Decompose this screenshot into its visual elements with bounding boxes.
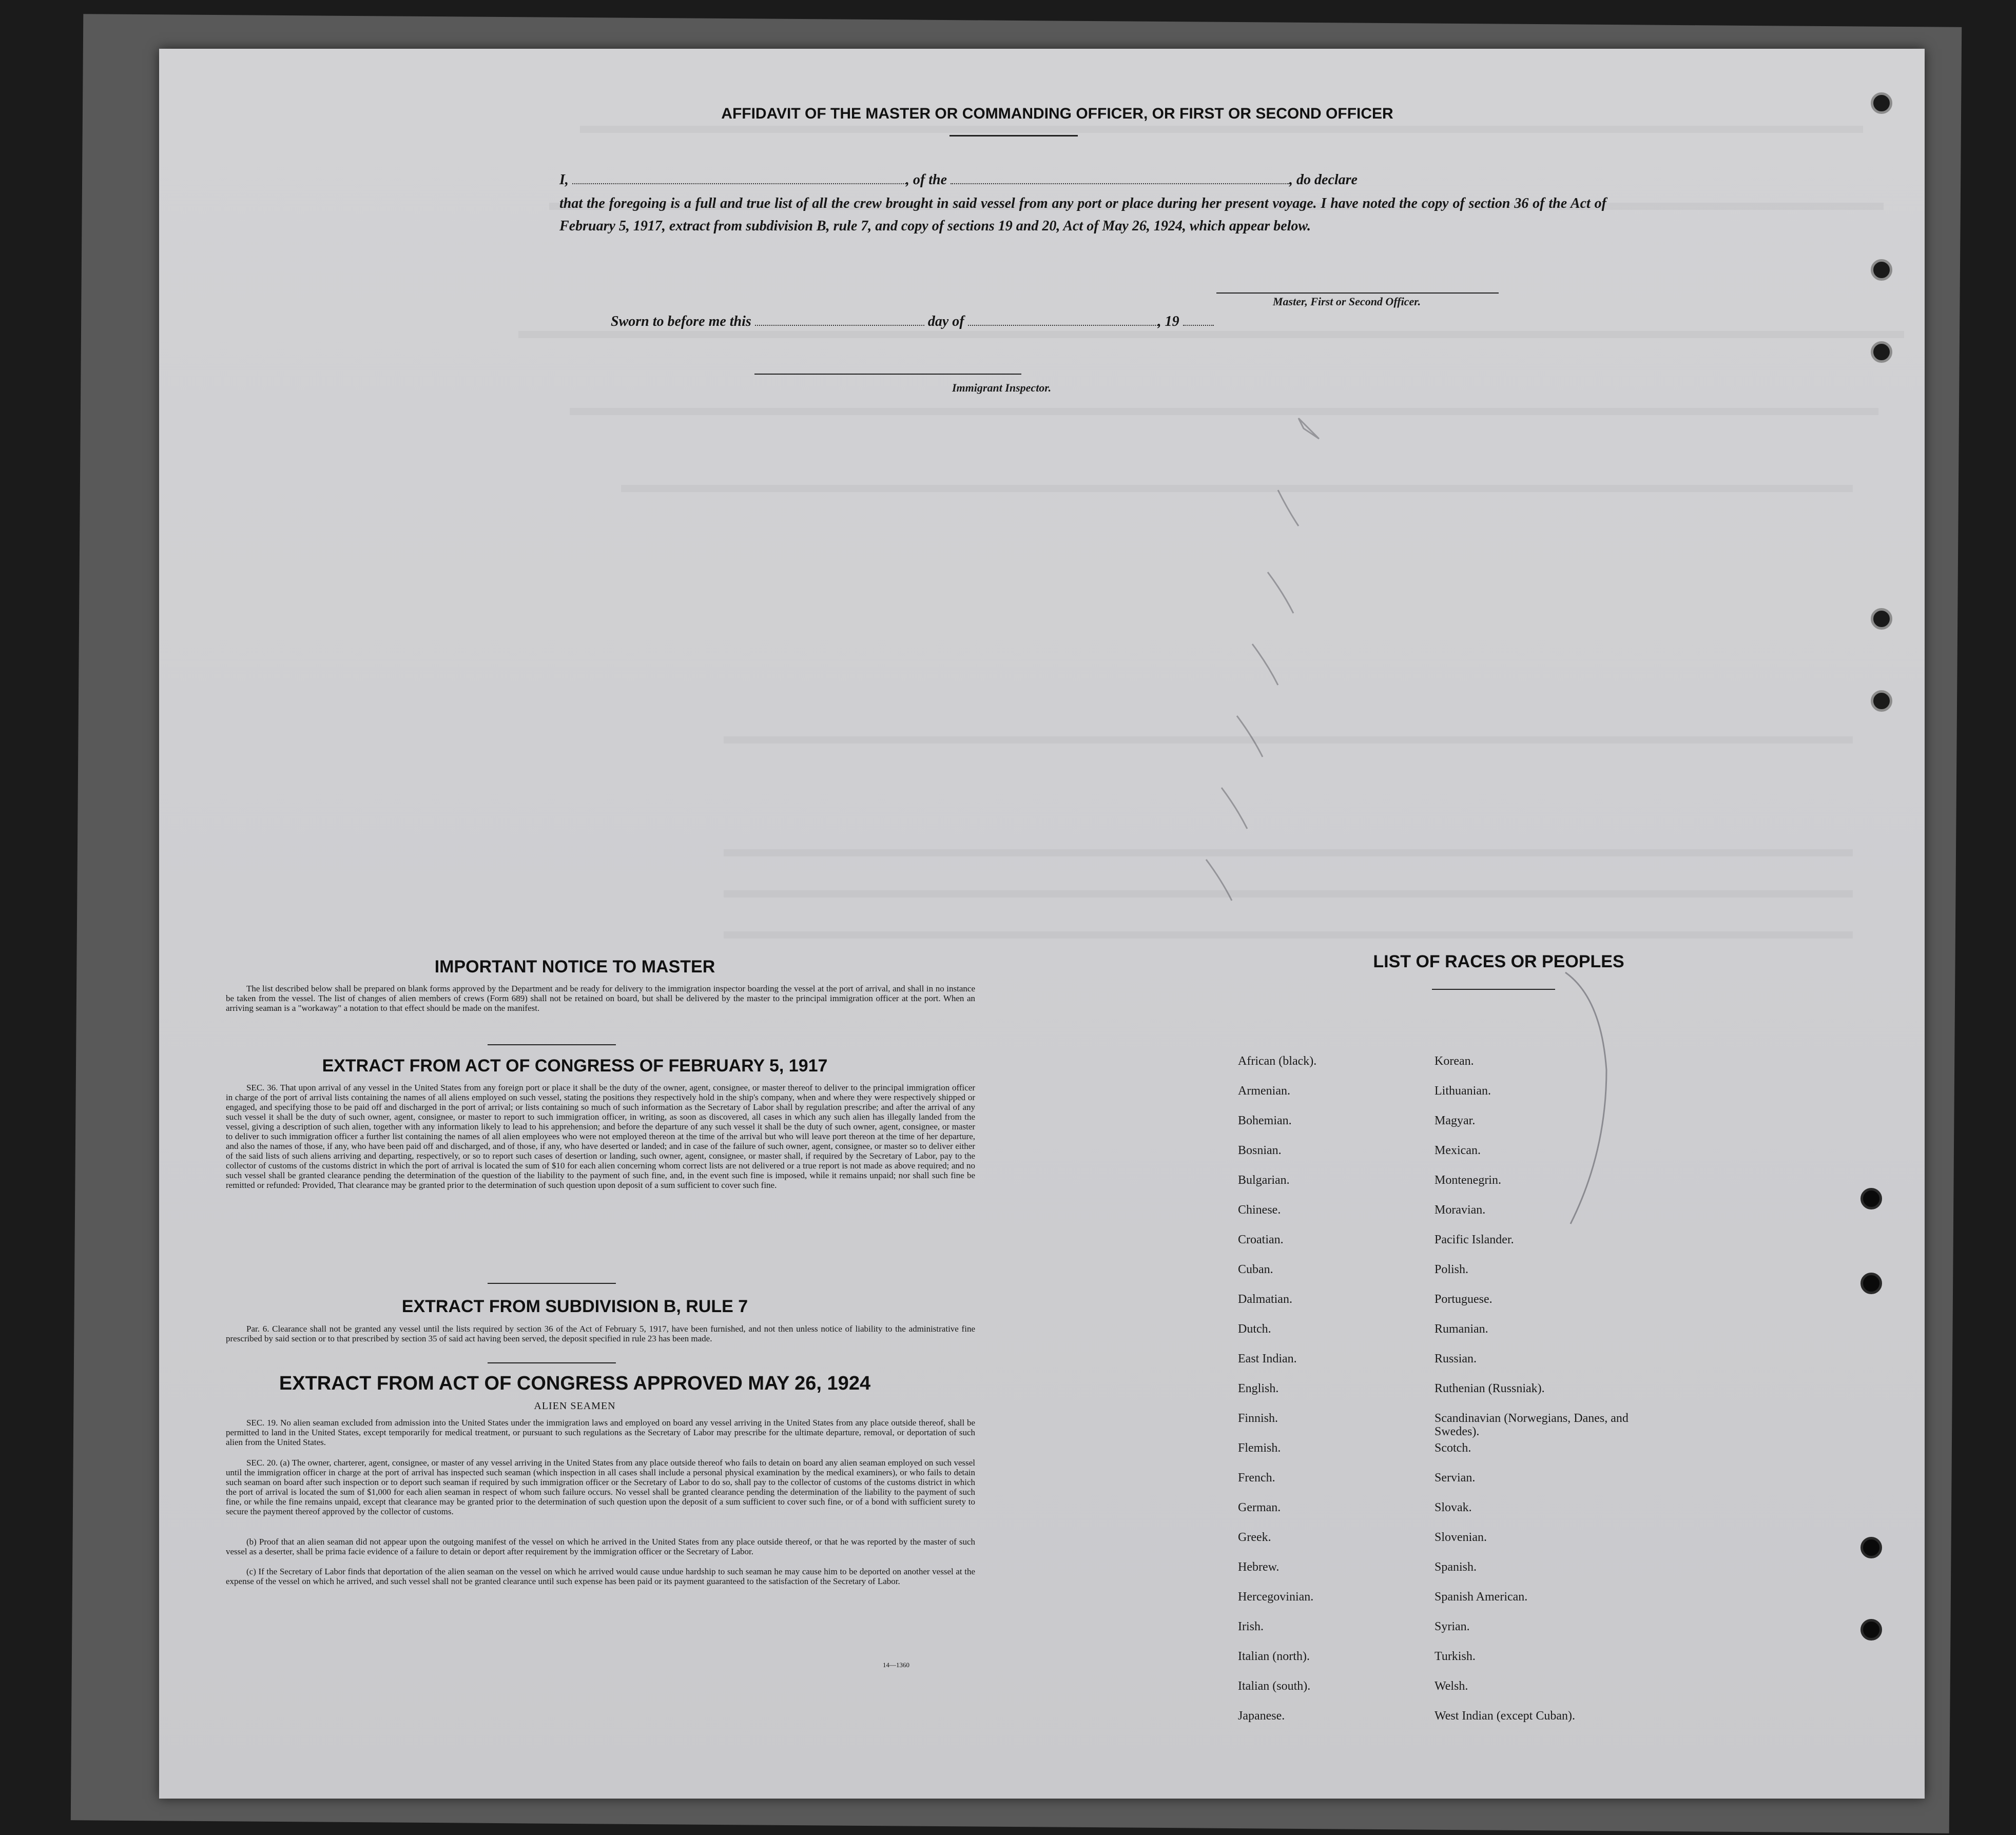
race-item: Irish.	[1238, 1620, 1264, 1633]
bleed-through	[580, 126, 1863, 133]
notice-title: IMPORTANT NOTICE TO MASTER	[434, 957, 715, 977]
pencil-bracket	[1555, 967, 1627, 1234]
inspector-line[interactable]	[754, 374, 1021, 375]
sworn-text: Sworn to before me this	[611, 314, 751, 329]
signature-caption: Master, First or Second Officer.	[1273, 295, 1421, 308]
races-title: LIST OF RACES OR PEOPLES	[1373, 952, 1624, 971]
race-item: Cuban.	[1238, 1263, 1273, 1276]
sworn-year-blank[interactable]	[1183, 325, 1214, 326]
race-item: Pacific Islander.	[1435, 1233, 1514, 1246]
race-item: Rumanian.	[1435, 1322, 1488, 1336]
race-item: Mexican.	[1435, 1144, 1481, 1157]
race-item: Chinese.	[1238, 1203, 1281, 1217]
race-item: Slovenian.	[1435, 1531, 1487, 1544]
extract-1924-title: EXTRACT FROM ACT OF CONGRESS APPROVED MAY 26, 1924	[279, 1373, 871, 1394]
race-item: Scandinavian (Norwegians, Danes, and Swedes).	[1435, 1412, 1629, 1438]
races-rule	[1432, 989, 1555, 990]
race-item: Dutch.	[1238, 1322, 1271, 1336]
sec20c-text: (c) If the Secretary of Labor finds that deportation of the alien seaman on the vessel on which he arrived would cause undue hardship to such seaman he may cause him to be deported on another vessel at the expense of the vessel on which he arrived, and such vessel shall not be granted clearance until such expense has been paid or its payment guaranteed to the satisfaction of the Secretary of Labor.	[226, 1567, 975, 1586]
race-item: Dalmatian.	[1238, 1293, 1292, 1306]
name-blank[interactable]	[572, 183, 906, 184]
declare-i: I,	[559, 172, 569, 188]
form-number: 14—1360	[883, 1661, 909, 1669]
punch-hole	[1871, 608, 1892, 630]
sworn-year: , 19	[1157, 314, 1179, 329]
signature-line[interactable]	[1216, 292, 1499, 294]
race-item: Polish.	[1435, 1263, 1469, 1276]
race-item: Syrian.	[1435, 1620, 1470, 1633]
rule7-title: EXTRACT FROM SUBDIVISION B, RULE 7	[401, 1297, 748, 1316]
inspector-caption: Immigrant Inspector.	[952, 381, 1052, 394]
sec19-text: SEC. 19. No alien seaman excluded from admission into the United States under the immigration laws and employed on board any vessel arriving in the United States from any place outside thereof, shall be permitted to land in the United States, except temporarily for medical treatment, or pursuant to such regulations as the Secretary of Labor may prescribe for the ultimate departure, removal, or deportation of such alien from the United States.	[226, 1418, 975, 1447]
race-item: Lithuanian.	[1435, 1084, 1491, 1098]
punch-hole	[1860, 1537, 1882, 1558]
race-item: Welsh.	[1435, 1680, 1468, 1693]
race-item: Japanese.	[1238, 1709, 1285, 1723]
punch-hole	[1871, 259, 1892, 281]
punch-hole	[1871, 341, 1892, 363]
punch-hole	[1860, 1188, 1882, 1209]
race-item: Italian (south).	[1238, 1680, 1311, 1693]
vessel-blank[interactable]	[951, 183, 1289, 184]
race-item: Turkish.	[1435, 1650, 1476, 1663]
race-item: Scotch.	[1435, 1441, 1471, 1455]
race-item: Ruthenian (Russniak).	[1435, 1382, 1545, 1395]
race-item: Hebrew.	[1238, 1560, 1280, 1574]
notice-text: The list described below shall be prepared on blank forms approved by the Department and be ready for delivery to the immigration inspector boarding the vessel at the port of arrival, and shall in no instance be taken from the vessel. The list of changes of alien members of crews (Form 689) shall not be retained on board, but shall be delivered by the master to the principal immigration officer at the port. When an arriving seaman is a "workaway" a notation to that effect should be made on the manifest.	[226, 984, 975, 1013]
race-item: Montenegrin.	[1435, 1174, 1501, 1187]
race-item: Italian (north).	[1238, 1650, 1310, 1663]
declare-do-declare: , do declare	[1289, 172, 1358, 188]
race-item: Bulgarian.	[1238, 1174, 1290, 1187]
race-item: Bosnian.	[1238, 1144, 1282, 1157]
race-item: Korean.	[1435, 1055, 1474, 1068]
race-item: Russian.	[1435, 1352, 1477, 1365]
race-item: French.	[1238, 1471, 1275, 1485]
section-rule	[488, 1362, 616, 1363]
race-item: Hercegovinian.	[1238, 1590, 1314, 1604]
title-rule	[949, 135, 1078, 136]
race-item: Spanish.	[1435, 1560, 1477, 1574]
section-rule	[488, 1283, 616, 1284]
race-item: Croatian.	[1238, 1233, 1284, 1246]
race-item: African (black).	[1238, 1055, 1317, 1068]
race-item: Bohemian.	[1238, 1114, 1292, 1127]
sworn-day-blank[interactable]	[755, 325, 924, 326]
affidavit-title: AFFIDAVIT OF THE MASTER OR COMMANDING OFFICER, OR FIRST OR SECOND OFFICER	[721, 105, 1393, 122]
punch-hole	[1860, 1273, 1882, 1294]
declare-line	[559, 169, 1606, 191]
pencil-tick-marks	[1083, 357, 1545, 972]
sec20b-text: (b) Proof that an alien seaman did not appear upon the outgoing manifest of the vessel on which he arrived in the United States from any place outside thereof, or that he was reported by the master of such vessel as a deserter, shall be prima facie evidence of a failure to detain or deport after requirement by the immigration officer or the Secretary of Labor.	[226, 1537, 975, 1556]
race-item: West Indian (except Cuban).	[1435, 1709, 1575, 1723]
race-item: East Indian.	[1238, 1352, 1297, 1365]
extract-1917-text: SEC. 36. That upon arrival of any vessel in the United States from any foreign port or place it shall be the duty of the owner, agent, consignee, or master thereof to deliver to the principal immigration officer in charge of the port of arrival lists containing the names of all aliens employed on such vessel, stating the positions they respectively hold in the ship's company, when and where they were respectively shipped or engaged, and specifying those to be paid off and discharged in the port of arrival; or lists containing so much of such information as the Secretary of Labor shall by regulation prescribe; and after the arrival of any such vessel it shall be the duty of such owner, agent, consignee, or master to report to such immigration officer, in writing, as soon as discovered, all cases in which any such alien has illegally landed from the vessel, giving a description of such alien, together with any information likely to lead to his apprehension; and before the departure of any such vessel it shall be the duty of such owner, agent, consignee, or master to deliver to such immigration officer a further list containing the names of all alien employees who were not employed thereon at the time of the arrival but who will leave port thereon at the time of her departure, and also the names of those, if any, who have been paid off and discharged, and of those, if any, who have deserted or landed; and in case of the failure of such owner, agent, consignee, or master so to deliver either of the said lists of such aliens arriving and departing, respectively, or so to report such cases of desertion or landing, such owner, agent, consignee, or master shall, if required by the Secretary of Labor, pay to the collector of customs of the customs district in which the port of arrival is located the sum of $10 for each alien concerning whom correct lists are not delivered or a true report is not made as above required; and no such vessel shall be granted clearance pending the determination of the question of the liability to the payment of such fine, and, in the event such fine is imposed, while it remains unpaid; nor shall such fine be remitted or refunded: Provided, That clearance may be granted prior to the determination of such question upon deposit of a sum sufficient to cover such fine.	[226, 1083, 975, 1190]
race-item: Portuguese.	[1435, 1293, 1492, 1306]
race-item: German.	[1238, 1501, 1281, 1514]
extract-1917-title: EXTRACT FROM ACT OF CONGRESS OF FEBRUARY 5, 1917	[322, 1056, 828, 1076]
race-item: Greek.	[1238, 1531, 1271, 1544]
race-item: Finnish.	[1238, 1412, 1278, 1425]
race-item: Spanish American.	[1435, 1590, 1528, 1604]
declare-of-the: , of the	[905, 172, 947, 188]
race-item: English.	[1238, 1382, 1279, 1395]
punch-hole	[1871, 92, 1892, 114]
rule7-text: Par. 6. Clearance shall not be granted any vessel until the lists required by section 36 of the Act of February 5, 1917, have been furnished, and not then unless notice of liability to the administrative fine prescribed by said section or to that prescribed by section 35 of said act having been served, the deposit specified in rule 23 has been made.	[226, 1324, 975, 1343]
race-item: Servian.	[1435, 1471, 1476, 1485]
races-left-column	[1238, 1055, 1316, 1739]
race-item: Slovak.	[1435, 1501, 1472, 1514]
sworn-day-of: day of	[927, 314, 964, 329]
section-rule	[488, 1044, 616, 1045]
punch-hole	[1860, 1619, 1882, 1641]
punch-hole	[1871, 690, 1892, 712]
race-item: Flemish.	[1238, 1441, 1281, 1455]
race-item: Magyar.	[1435, 1114, 1476, 1127]
sworn-month-blank[interactable]	[968, 325, 1158, 326]
sworn-line	[611, 310, 1329, 333]
race-item: Moravian.	[1435, 1203, 1486, 1217]
alien-seamen-subtitle: ALIEN SEAMEN	[534, 1400, 616, 1412]
manifest-sheet	[159, 49, 1925, 1799]
race-item: Armenian.	[1238, 1084, 1290, 1098]
affidavit-body: that the foregoing is a full and true list of all the crew brought in said vessel from any port or place during her present voyage. I have noted the copy of section 36 of the Act of February 5, 1917, extract from subdivision B, rule 7, and copy of sections 19 and 20, Act of May 26, 1924, which appear below.	[559, 196, 1606, 234]
sec20a-text: SEC. 20. (a) The owner, charterer, agent, consignee, or master of any vessel arriving in the United States from any place outside thereof who fails to detain on board any alien seaman employed on such vessel until the immigration officer in charge at the port of arrival has inspected such seaman (which inspection in all cases shall include a personal physical examination by the medical examiners), or who fails to detain such seaman on board after such inspection or to deport such seaman if required by such immigration officer or the Secretary of Labor to do so, shall pay to the collector of customs of the customs district in which the port of arrival is located the sum of $1,000 for each alien seaman in respect of whom such failure occurs. No vessel shall be granted clearance pending the determination of the liability to the payment of such fine, or while the fine remains unpaid, except that clearance may be granted prior to the determination of such question upon the deposit of a sum sufficient to cover such fine, or of a bond with sufficient surety to secure the payment thereof approved by the collector of customs.	[226, 1458, 975, 1516]
